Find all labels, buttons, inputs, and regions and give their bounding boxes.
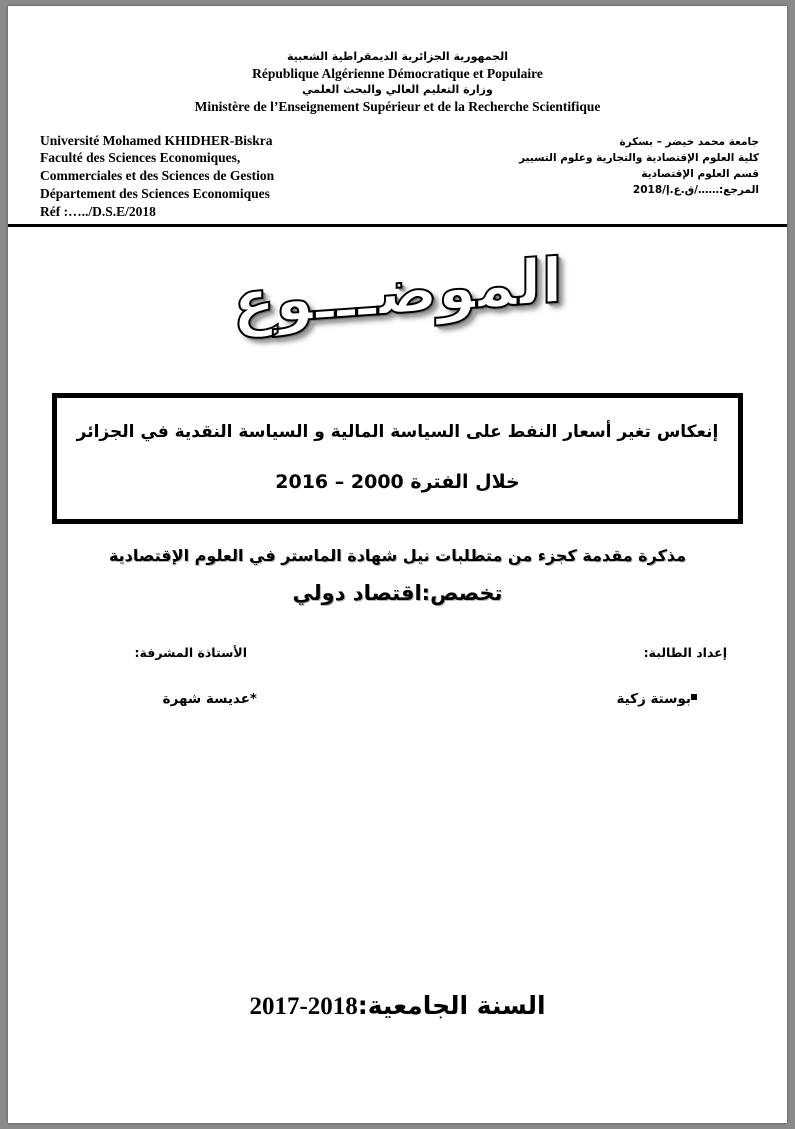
department-name-arabic: قسم العلوم الإقتصادية — [641, 168, 759, 181]
bullet-square-icon — [691, 694, 697, 700]
wordart-subject-heading: الموضـــوع — [232, 243, 563, 340]
ministry-title-arabic: وزارة التعليم العالي والبحث العلمي — [302, 83, 493, 97]
ministry-title-french: Ministère de l’Enseignement Supérieur et de la Recherche Scientifique — [194, 98, 601, 114]
republic-title-french: République Algérienne Démocratique et Populaire — [252, 65, 543, 81]
header-divider — [8, 224, 787, 227]
supervisor-label: الأستاذة المشرفة: — [134, 645, 247, 661]
academic-year — [8, 991, 787, 1021]
reference-number-arabic: المرجع:……/ق.ع.إ/2018 — [632, 184, 759, 197]
thesis-title-line2: خلال الفترة 2000 – 2016 — [275, 471, 520, 494]
student-name-row — [616, 691, 707, 707]
degree-statement: مذكرة مقدمة كجزء من متطلبات نيل شهادة الماستر في العلوم الإقتصادية — [108, 546, 687, 566]
degree-specialty: تخصص:اقتصاد دولي — [292, 581, 503, 606]
wordart-title-area — [8, 243, 787, 359]
document-page — [8, 6, 787, 1123]
faculty-name-arabic: كلية العلوم الإقتصادية والتجارية وعلوم التسيير — [518, 151, 759, 164]
people-section — [8, 645, 787, 765]
academic-year-value: 2018-2017 — [249, 993, 358, 1020]
institution-identity-arabic — [459, 134, 759, 199]
faculty-name-french-line2: Commerciales et des Sciences de Gestion — [40, 168, 275, 184]
supervisor-name: *عديسة شهرة — [162, 691, 257, 708]
thesis-title-line1: إنعكاس تغير أسعار النفط على السياسة المالية و السياسة النقدية في الجزائر — [76, 421, 719, 442]
university-name-arabic: جامعة محمد خيضر – بسكرة — [619, 135, 759, 148]
academic-year-label: السنة الجامعية: — [357, 991, 546, 1020]
thesis-subject-box — [52, 393, 743, 525]
reference-number-french: Réf :…../D.S.E/2018 — [40, 203, 156, 219]
student-name: بوستة زكية — [616, 691, 691, 708]
department-name-french: Département des Sciences Economiques — [40, 186, 270, 202]
student-label: إعداد الطالبة: — [643, 645, 727, 661]
university-name-french: Université Mohamed KHIDHER-Biskra — [40, 132, 273, 148]
republic-title-arabic: الجمهورية الجزائرية الديمقراطية الشعبية — [287, 50, 508, 63]
official-header — [8, 50, 787, 116]
faculty-name-french-line1: Faculté des Sciences Economiques, — [40, 150, 241, 166]
institution-identity-french — [40, 132, 370, 221]
institution-identity — [8, 132, 787, 218]
